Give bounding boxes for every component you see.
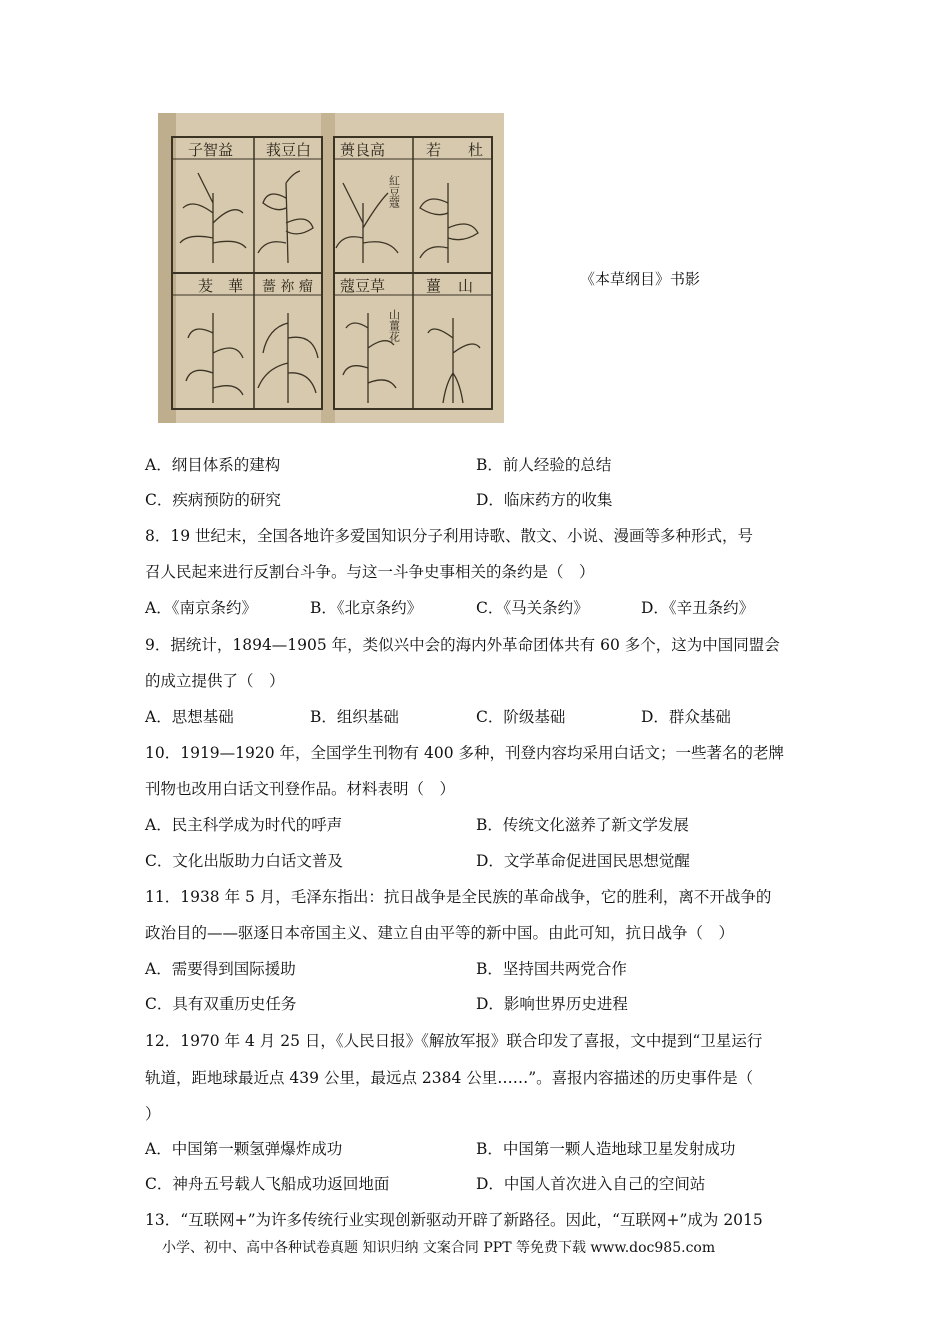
figure-header-2: 莪豆白 bbox=[266, 141, 312, 159]
figure-header-5: 杜 bbox=[468, 141, 484, 159]
q8-option-c: C．《马关条约》 bbox=[476, 599, 589, 617]
q12-option-a: A．中国第一颗氢弹爆炸成功 bbox=[145, 1140, 343, 1158]
q9-stem-line1: 9．据统计，1894—1905 年，类似兴中会的海内外革命团体共有 60 多个，这为中国同盟会 bbox=[145, 636, 780, 654]
q11-stem-line1: 11．1938 年 5 月，毛泽东指出：抗日战争是全民族的革命战争，它的胜利，离不开战争的 bbox=[145, 888, 772, 906]
q12-stem-line3: ） bbox=[145, 1105, 161, 1123]
page-footer: 小学、初中、高中各种试卷真题 知识归纳 文案合同 PPT 等免费下载 www.doc985.com bbox=[162, 1240, 716, 1256]
q11-stem-line2: 政治目的——驱逐日本帝国主义、建立自由平等的新中国。由此可知，抗日战争（ ） bbox=[145, 924, 735, 942]
figure-side-label-2: 山薑花 bbox=[387, 309, 401, 342]
q13-stem-line1: 13．“互联网+”为许多传统行业实现创新驱动开辟了新路径。因此，“互联网+”成为 2015 bbox=[145, 1211, 763, 1229]
figure-header-7: 華 bbox=[228, 277, 244, 295]
figure-side-label-1: 紅豆蔻 bbox=[387, 175, 401, 208]
figure-caption: 《本草纲目》书影 bbox=[580, 270, 701, 288]
figure-header-4: 若 bbox=[426, 141, 442, 159]
figure-header-3: 蒉良高 bbox=[340, 141, 386, 159]
q8-option-d: D．《辛丑条约》 bbox=[641, 599, 755, 617]
q10-option-d: D．文学革命促进国民思想觉醒 bbox=[476, 852, 690, 870]
q9-option-d: D．群众基础 bbox=[641, 708, 731, 726]
figure-header-6: 茇 bbox=[198, 277, 214, 295]
q7-option-b: B．前人经验的总结 bbox=[476, 456, 612, 474]
q10-option-a: A．民主科学成为时代的呼声 bbox=[145, 816, 343, 834]
q9-option-b: B．组织基础 bbox=[310, 708, 399, 726]
q11-option-d: D．影响世界历史进程 bbox=[476, 995, 628, 1013]
q9-option-c: C．阶级基础 bbox=[476, 708, 566, 726]
q9-stem-line2: 的成立提供了（ ） bbox=[145, 672, 285, 690]
q7-option-a: A．纲目体系的建构 bbox=[145, 456, 281, 474]
figure-header-9: 蔻豆草 bbox=[340, 277, 386, 295]
bencao-gangmu-book-image bbox=[158, 113, 504, 423]
q12-option-b: B．中国第一颗人造地球卫星发射成功 bbox=[476, 1140, 736, 1158]
q8-stem-line1: 8．19 世纪末，全国各地许多爱国知识分子利用诗歌、散文、小说、漫画等多种形式，号 bbox=[145, 527, 754, 545]
q7-option-c: C．疾病预防的研究 bbox=[145, 491, 281, 509]
q12-option-d: D．中国人首次进入自己的空间站 bbox=[476, 1175, 706, 1193]
q10-stem-line2: 刊物也改用白话文刊登作品。材料表明（ ） bbox=[145, 780, 456, 798]
q9-option-a: A．思想基础 bbox=[145, 708, 234, 726]
q10-option-c: C．文化出版助力白话文普及 bbox=[145, 852, 343, 870]
figure-header-11: 山 bbox=[458, 277, 474, 295]
q8-option-b: B．《北京条约》 bbox=[310, 599, 423, 617]
q8-stem-line2: 召人民起来进行反割台斗争。与这一斗争史事相关的条约是（ ） bbox=[145, 563, 595, 581]
q11-option-a: A．需要得到国际援助 bbox=[145, 960, 296, 978]
q10-option-b: B．传统文化滋养了新文学发展 bbox=[476, 816, 689, 834]
q10-stem-line1: 10．1919—1920 年，全国学生刊物有 400 多种，刊登内容均采用白话文；一些著名的老牌 bbox=[145, 744, 784, 762]
figure-header-10: 薑 bbox=[426, 277, 442, 295]
book-illustration bbox=[158, 113, 504, 423]
q11-option-c: C．具有双重历史任务 bbox=[145, 995, 297, 1013]
figure-header-8: 薔 祢 瘤 bbox=[262, 279, 313, 295]
q8-option-a: A．《南京条约》 bbox=[145, 599, 257, 617]
q7-option-d: D．临床药方的收集 bbox=[476, 491, 613, 509]
q11-option-b: B．坚持国共两党合作 bbox=[476, 960, 627, 978]
q12-stem-line2: 轨道，距地球最近点 439 公里，最远点 2384 公里……”。喜报内容描述的历史事件是（ bbox=[145, 1069, 754, 1087]
figure-header-1: 子智益 bbox=[188, 141, 234, 159]
q12-stem-line1: 12．1970 年 4 月 25 日，《人民日报》《解放军报》联合印发了喜报，文中提到“卫星运行 bbox=[145, 1032, 763, 1050]
q12-option-c: C．神舟五号载人飞船成功返回地面 bbox=[145, 1175, 390, 1193]
